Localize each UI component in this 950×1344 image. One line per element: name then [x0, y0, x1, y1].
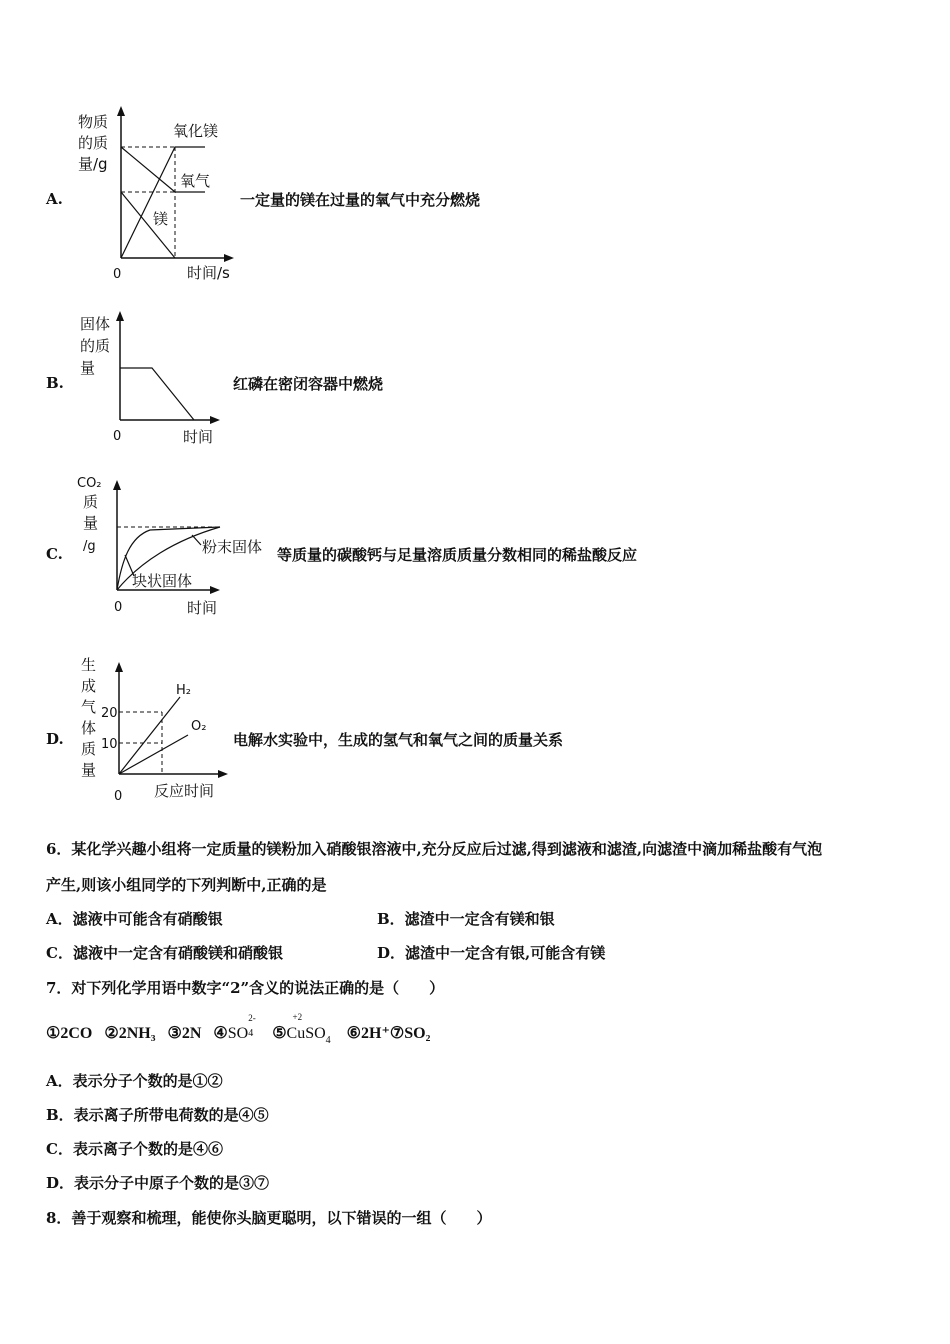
q6-choice-c[interactable]: C．滤液中一定含有硝酸镁和硝酸银	[46, 944, 283, 962]
q6-stem-line2: 产生,则该小组同学的下列判断中,正确的是	[46, 876, 327, 894]
q7-formula-2: ②2NH₃	[104, 1025, 156, 1042]
graph-d	[70, 650, 235, 810]
q7-stem: 7．对下列化学用语中数字“2”含义的说法正确的是（ ）	[46, 979, 445, 997]
q7-formula-6: ⑥2H⁺	[346, 1025, 390, 1042]
q7-formula-5: +2 CuSO$_4$	[286, 1012, 331, 1046]
graph-b-ylabel-2: 的质	[80, 337, 111, 355]
graph-c-xlabel: 时间	[187, 599, 218, 617]
graph-c-origin: 0	[114, 600, 123, 615]
graph-a-ylabel-3: 量/g	[78, 155, 108, 173]
graph-c	[70, 470, 280, 622]
graph-a-curve-label-o2: 氧气	[180, 172, 211, 190]
graph-a-origin: 0	[113, 267, 122, 282]
q6-choice-a[interactable]: A．滤液中可能含有硝酸银	[46, 910, 223, 928]
graph-d-origin: 0	[114, 789, 123, 804]
graph-d-ylabel-2: 成	[81, 677, 97, 695]
graph-b-ylabel-1: 固体	[80, 315, 111, 333]
graph-d-curve-h2	[119, 697, 180, 774]
q7-formula-4: SO 2- 4	[227, 1013, 256, 1042]
graph-d-xlabel: 反应时间	[154, 782, 215, 800]
option-a-label: A.	[46, 190, 63, 208]
graph-c-ylabel-1: 质	[83, 493, 99, 511]
graph-c-curve-label-powder: 粉末固体	[202, 538, 263, 556]
graph-d-ylabel-1: 生	[81, 656, 97, 674]
q7-formula-5-num: ⑤	[272, 1025, 287, 1042]
graph-c-ylabel-3: /g	[83, 539, 96, 554]
graph-a-xaxis-arrow	[224, 254, 234, 262]
graph-d-ylabel-5: 质	[81, 740, 97, 758]
q6-choice-b[interactable]: B．滤渣中一定含有镁和银	[377, 910, 555, 928]
graph-d-curve-label-o2: O₂	[191, 719, 207, 734]
graph-c-ylabel-top: CO₂	[77, 476, 102, 491]
q7-formula-1: ①2CO	[46, 1025, 93, 1042]
graph-d-tick-20: 20	[101, 706, 118, 721]
q6-stem-line1: 6．某化学兴趣小组将一定质量的镁粉加入硝酸银溶液中,充分反应后过滤,得到滤液和滤渣,向滤渣中滴加稀盐酸有气泡	[46, 840, 823, 858]
q8-stem: 8．善于观察和梳理，能使你头脑更聪明，以下错误的一组（ ）	[46, 1209, 492, 1227]
q7-choice-d[interactable]: D．表示分子中原子个数的是③⑦	[46, 1174, 270, 1192]
graph-d-curve-o2	[119, 735, 188, 774]
q7-choice-c[interactable]: C．表示离子个数的是④⑥	[46, 1140, 223, 1158]
graph-a-ylabel-2: 的质	[78, 134, 109, 152]
option-d-label: D.	[46, 730, 64, 748]
graph-d-ylabel-3: 气	[81, 698, 97, 716]
q6-choice-d[interactable]: D．滤渣中一定含有银,可能含有镁	[377, 944, 606, 962]
graph-a	[70, 100, 245, 290]
graph-a-ylabel-1: 物质	[78, 113, 109, 131]
option-c-description: 等质量的碳酸钙与足量溶质质量分数相同的稀盐酸反应	[277, 546, 638, 564]
graph-a-curve-label-mgo: 氧化镁	[173, 122, 219, 140]
graph-b	[70, 305, 235, 450]
option-b-description: 红磷在密闭容器中燃烧	[233, 375, 384, 393]
q7-formula-3: ③2N	[167, 1025, 202, 1042]
graph-d-tick-10: 10	[101, 737, 118, 752]
graph-b-xlabel: 时间	[183, 428, 214, 446]
graph-a-curve-label-mg: 镁	[153, 210, 169, 228]
graph-b-origin: 0	[113, 429, 122, 444]
q7-formula-line	[46, 1012, 431, 1046]
option-c-label: C.	[46, 545, 63, 563]
q7-formula-4-num: ④	[213, 1025, 228, 1042]
graph-c-ylabel-2: 量	[83, 514, 99, 532]
graph-a-yaxis-arrow	[117, 106, 125, 116]
graph-d-ylabel-6: 量	[81, 761, 97, 779]
q7-choice-b[interactable]: B．表示离子所带电荷数的是④⑤	[46, 1106, 269, 1124]
graph-c-curve-label-block: 块状固体	[132, 572, 193, 590]
q7-formula-7: ⑦SO₂	[389, 1025, 431, 1042]
graph-d-ylabel-4: 体	[81, 719, 97, 737]
graph-a-xlabel: 时间/s	[187, 264, 230, 282]
option-a-description: 一定量的镁在过量的氧气中充分燃烧	[240, 191, 481, 209]
graph-a-curve-mgo	[121, 147, 205, 258]
q7-choice-a[interactable]: A．表示分子个数的是①②	[46, 1072, 223, 1090]
option-b-label: B.	[46, 374, 64, 392]
graph-d-curve-label-h2: H₂	[176, 683, 191, 698]
graph-b-ylabel-3: 量	[80, 359, 96, 377]
option-d-description: 电解水实验中，生成的氢气和氧气之间的质量关系	[233, 731, 564, 749]
graph-b-curve	[120, 368, 194, 420]
